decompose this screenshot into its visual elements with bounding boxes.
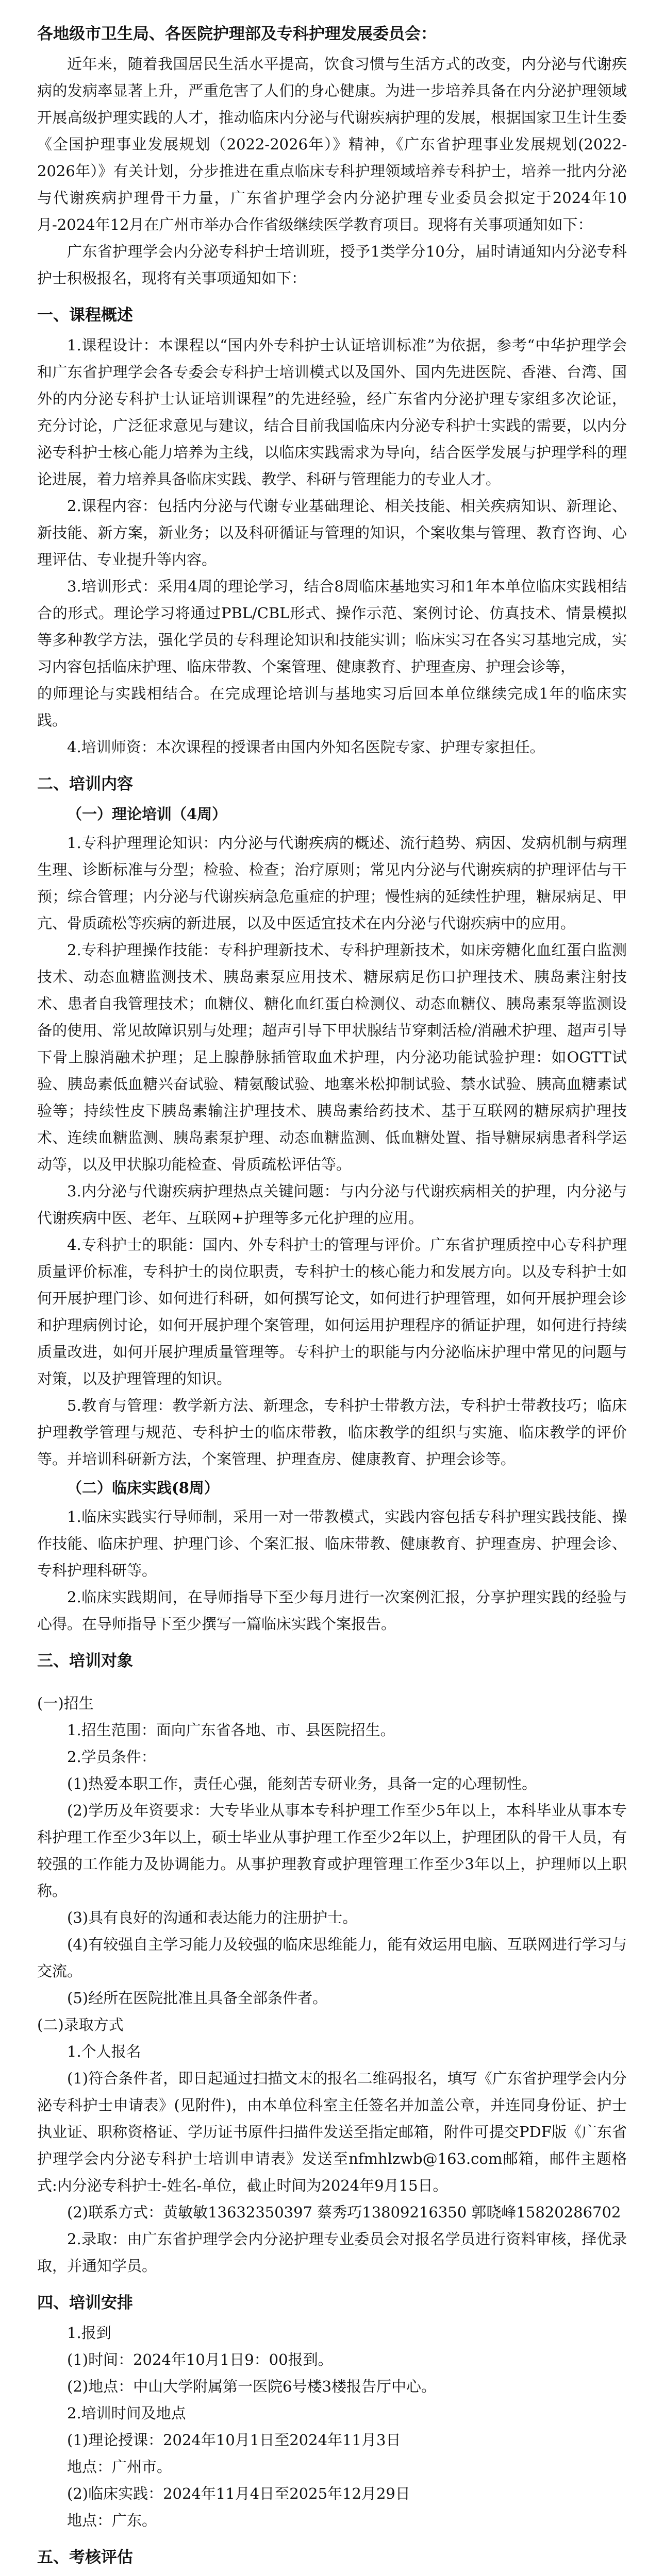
schedule-item: (2)临床实践：2024年11月4日至2025年12月29日 bbox=[67, 2485, 410, 2502]
theory-item: 4.专科护士的职能：国内、外专科护士的管理与评价。广东省护理质控中心专科护理质量评价标准，专科护士的岗位职责，专科护士的核心能力和发展方向。以及专科护士如何开展护理门诊、如何进行科研，如何撰写论文，如何进行护理管理，如何开展护理会诊和护理病例讨论，如何开展护理个案管理，如何运用护理程序的循证护理，如何进行持续质量改进，如何开展护理质量管理等。专科护士的职能与内分泌临床护理中常见的问题与对策，以及护理管理的知识。 bbox=[37, 1236, 627, 1387]
contact-info: (2)联系方式：黄敏敏13632350397 蔡秀巧13809216350 郭晓峰15820286702 bbox=[67, 2204, 621, 2221]
theory-item: 5.教育与管理：教学新方法、新理念，专科护士带教方法，专科护士带教技巧；临床护理教学管理与规范、专科护士的临床带教，临床教学的组织与实施、临床教学的评价等。并培训科研新方法，个案管理、护理查房、健康教育、护理会诊等。 bbox=[37, 1397, 627, 1468]
course-item: 3.培训形式：采用4周的理论学习，结合8周临床基地实习和1年本单位临床实践相结合的形式。理论学习将通过PBL/CBL形式、操作示范、案例讨论、仿真技术、情景模拟等多种教学方法，强化学员的专科理论知识和技能实训；临床实习在各实习基地完成，实习内容包括临床护理、临床带教、个案管理、健康教育、护理查房、护理会诊等， bbox=[37, 578, 627, 675]
enrollment-item: 1.招生范围：面向广东省各地、市、县医院招生。 bbox=[67, 1721, 395, 1739]
assessment-text bbox=[37, 2574, 627, 2576]
enrollment-subtitle: (一)招生 bbox=[37, 1694, 94, 1712]
admission-subtitle: (二)录取方式 bbox=[37, 2016, 124, 2033]
course-item: 2.课程内容：包括内分泌与代谢专业基础理论、相关技能、相关疾病知识、新理论、新技能、新方案，新业务；以及科研循证与管理的知识，个案收集与管理、教育咨询、心理评估、专业提升等内容。 bbox=[37, 497, 627, 568]
schedule-item: 1.报到 bbox=[67, 2324, 111, 2342]
section-trainees-title: 三、培训对象 bbox=[37, 1652, 133, 1670]
enrollment-item: (2)学历及年资要求：大专毕业从事本专科护理工作至少5年以上，本科毕业从事本专科护理工作至少3年以上，硕士毕业从事护理工作至少2年以上，护理团队的骨干人员，有较强的工作能力及协调能力。从事护理教育或护理管理工作至少3年以上，护理师以上职称。 bbox=[37, 1802, 627, 1900]
practice-item: 2.临床实践期间，在导师指导下至少每月进行一次案例汇报，分享护理实践的经验与心得。在导师指导下至少撰写一篇临床实践个案报告。 bbox=[37, 1588, 627, 1633]
section-course-overview-title: 一、课程概述 bbox=[37, 306, 133, 325]
section-assessment-title: 五、考核评估 bbox=[37, 2548, 133, 2567]
schedule-item: 2.培训时间及地点 bbox=[67, 2404, 186, 2422]
theory-item: 2.专科护理操作技能：专科护理新技术、专科护理新技术，如床旁糖化血红蛋白监测技术、动态血糖监测技术、胰岛素泵应用技术、糖尿病足伤口护理技术、胰岛素注射技术、患者自我管理技术；血糖仪、糖化血红蛋白检测仪、动态血糖仪、胰岛素泵等监测设备的使用、常见故障识别与处理；超声引导下甲状腺结节穿刺活检/消融术护理、超声引导下骨上腺消融术护理；足上腺静脉插管取血术护理，内分泌功能试验护理：如OGTT试验、胰岛素低血糖兴奋试验、精氨酸试验、地塞米松抑制试验、禁水试验、胰高血糖素试验等；持续性皮下胰岛素输注护理技术、胰岛素给药技术、基于互联网的糖尿病护理技术、连续血糖监测、胰岛素泵护理、动态血糖监测、低血糖处置、指导糖尿病患者科学运动等，以及甲状腺功能检查、骨质疏松评估等。 bbox=[37, 941, 627, 1173]
intro-paragraph-1: 近年来，随着我国居民生活水平提高，饮食习惯与生活方式的改变，内分泌与代谢疾病的发病率显著上升，严重危害了人们的身心健康。为进一步培养具备在内分泌护理领域开展高级护理实践的人才，推动临床内分泌与代谢疾病护理的发展，根据国家卫生计生委《全国护理事业发展规划（2022-2026年）》精神，《广东省护理事业发展规划(2022-2026年）》有关计划，分步推进在重点临床专科护理领域培养专科护士，培养一批内分泌与代谢疾病护理骨干力量，广东省护理学会内分泌护理专业委员会拟定于2024年10月-2024年12月在广州市举办合作省级继续医学教育项目。现将有关事项通知如下： bbox=[37, 55, 627, 233]
schedule-item: 地点：广州市。 bbox=[67, 2458, 172, 2476]
course-item: 的师理论与实践相结合。在完成理论培训与基地实习后回本单位继续完成1年的临床实践。 bbox=[37, 685, 627, 729]
enrollment-item: (4)有较强自主学习能力及较强的临床思维能力，能有效运用电脑、互联网进行学习与交流。 bbox=[37, 1936, 627, 1980]
admission-item: 1.个人报名 bbox=[67, 2043, 141, 2060]
enrollment-item: 2.学员条件： bbox=[67, 1748, 156, 1766]
clinical-practice-subtitle: （二）临床实践(8周） bbox=[67, 1479, 219, 1497]
course-item: 4.培训师资：本次课程的授课者由国内外知名医院专家、护理专家担任。 bbox=[67, 738, 545, 756]
enrollment-item: (5)经所在医院批准且具备全部条件者。 bbox=[67, 1989, 328, 2007]
enrollment-item: (1)热爱本职工作，责任心强，能刻苦专研业务，具备一定的心理韧性。 bbox=[67, 1775, 537, 1792]
schedule-item: (1)时间：2024年10月1日9：00报到。 bbox=[67, 2351, 333, 2368]
theory-item: 3.内分泌与代谢疾病护理热点关键问题：与内分泌与代谢疾病相关的护理，内分泌与代谢疾病中医、老年、互联网+护理等多元化护理的应用。 bbox=[37, 1182, 627, 1227]
course-item: 1.课程设计：本课程以“国内外专科护士认证培训标准”为依据，参考“中华护理学会和广东省护理学会各专委会专科护士培训模式以及国外、国内先进医院、香港、台湾、国外的内分泌专科护士认证培训课程”的先进经验，经广东省内分泌护理专家组多次论证，充分讨论，广泛征求意见与建议，结合目前我国临床内分泌专科护士实践的需要，以内分泌专科护士核心能力培养为主线，以临床实践需求为导向，结合医学发展与护理学科的理论进展，着力培养具备临床实践、教学、科研与管理能力的专业人才。 bbox=[37, 336, 627, 488]
enrollment-item: (3)具有良好的沟通和表达能力的注册护士。 bbox=[67, 1909, 358, 1926]
salutation: 各地级市卫生局、各医院护理部及专科护理发展委员会： bbox=[37, 25, 437, 43]
intro-paragraph-2: 广东省护理学会内分泌专科护士培训班，授予1类学分10分，届时请通知内分泌专科护士积极报名，现将有关事项通知如下： bbox=[37, 243, 627, 287]
theory-training-subtitle: （一）理论培训（4周） bbox=[67, 805, 227, 823]
schedule-item: 地点：广东。 bbox=[67, 2512, 157, 2529]
section-training-content-title: 二、培训内容 bbox=[37, 775, 133, 793]
admission-item: 2.录取：由广东省护理学会内分泌护理专业委员会对报名学员进行资料审核，择优录取，并通知学员。 bbox=[37, 2230, 627, 2275]
theory-item: 1.专科护理理论知识：内分泌与代谢疾病的概述、流行趋势、病因、发病机制与病理生理、诊断标准与分型；检验、检查；治疗原则；常见内分泌与代谢疾病的护理评估与干预；综合管理；内分泌与代谢疾病急危重症的护理；慢性病的延续性护理，糖尿病足、甲亢、骨质疏松等疾病的新进展，以及中医适宜技术在内分泌与代谢疾病中的应用。 bbox=[37, 834, 627, 932]
schedule-item: (1)理论授课：2024年10月1日至2024年11月3日 bbox=[67, 2431, 401, 2449]
section-schedule-title: 四、培训安排 bbox=[37, 2294, 133, 2312]
admission-item: (1)符合条件者，即日起通过扫描文末的报名二维码报名，填写《广东省护理学会内分泌专科护士申请表》(见附件)，由本单位科室主任签名并加盖公章，并连同身份证、护士执业证、职称资格证、学历证书原件扫描件发送至指定邮箱，附件可提交PDF版《广东省护理学会内分泌专科护士培训申请表》发送至nfmhlzwb@163.com邮箱，邮件主题格式:内分泌专科护士-姓名-单位，截止时间为2024年9月15日。 bbox=[37, 2070, 627, 2194]
practice-item: 1.临床实践实行导师制，采用一对一带教模式，实践内容包括专科护理实践技能、操作技能、临床护理、护理门诊、个案汇报、临床带教、健康教育、护理查房、护理会诊、专科护理科研等。 bbox=[37, 1508, 627, 1579]
schedule-item: (2)地点：中山大学附属第一医院6号楼3楼报告厅中心。 bbox=[67, 2378, 436, 2395]
